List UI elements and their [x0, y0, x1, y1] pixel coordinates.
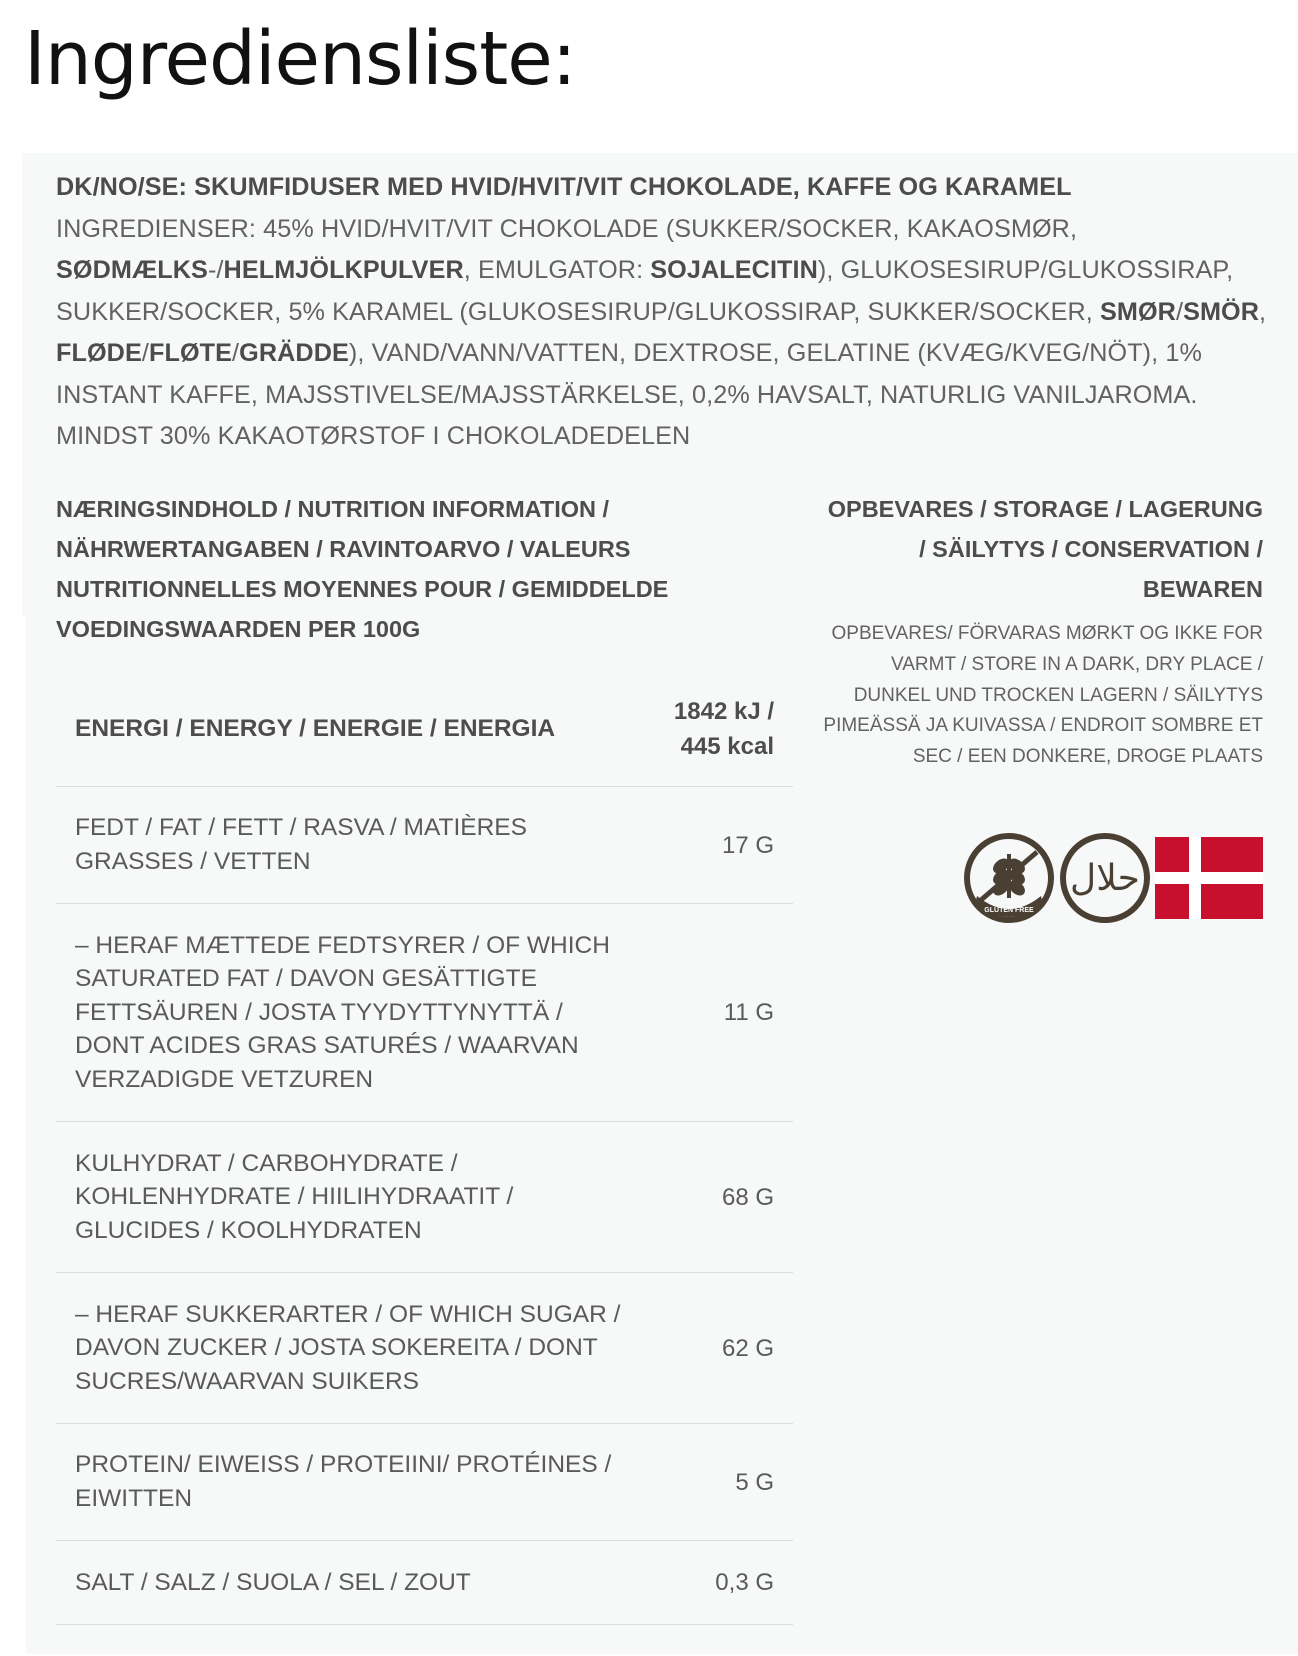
table-row — [56, 1541, 793, 1625]
nutrient-value: 11 G — [723, 999, 774, 1026]
table-row — [56, 787, 793, 904]
halal-icon — [1059, 832, 1151, 924]
nutrient-value: 62 G — [721, 1334, 774, 1362]
storage-title: OPBEVARES / STORAGE / LAGERUNG / SÄILYTYS / CONSERVATION / BEWAREN — [827, 496, 1263, 602]
nutrient-value: 68 G — [721, 1183, 774, 1211]
table-row — [56, 1122, 793, 1273]
denmark-flag-icon — [1155, 837, 1263, 919]
nutrient-label: SALT / SALZ / SUOLA / SEL / ZOUT — [75, 1568, 471, 1596]
certification-badges — [963, 830, 1263, 925]
nutrient-label: ENERGI / ENERGY / ENERGIE / ENERGIA — [75, 714, 556, 742]
nutrient-label: – HERAF SUKKERARTER / OF WHICH SUGAR / DAVON ZUCKER / JOSTA SOKEREITA / DONT SUCRES/WAARVAN SUIKERS — [75, 1300, 621, 1395]
nutrient-value: 1842 kJ / 445 kcal — [673, 697, 774, 760]
nutrient-label: FEDT / FAT / FETT / RASVA / MATIÈRES GRASSES / VETTEN — [75, 814, 527, 875]
nutrition-title: NÆRINGSINDHOLD / NUTRITION INFORMATION / NÄHRWERTANGABEN / RAVINTOARVO / VALEURS NUTRITIONNELLES MOYENNES POUR / GEMIDDELDE VOEDINGSWAARDEN PER 100G — [56, 496, 669, 642]
gluten-free-icon — [963, 832, 1055, 924]
nutrient-value: 5 G — [735, 1468, 774, 1496]
storage-text: OPBEVARES/ FÖRVARAS MØRKT OG IKKE FOR VARMT / STORE IN A DARK, DRY PLACE / DUNKEL UND TROCKEN LAGERN / SÄILYTYS PIMEÄSSÄ JA KUIVASSA / ENDROIT SOMBRE ET SEC / EEN DONKERE, DROGE PLAATS — [823, 623, 1263, 768]
product-info-panel — [22, 153, 1298, 1654]
table-row — [56, 671, 793, 787]
table-row — [56, 904, 793, 1122]
nutrition-table — [56, 671, 793, 1625]
nutrient-label: PROTEIN/ EIWEISS / PROTEIINI/ PROTÉINES / EIWITTEN — [75, 1451, 612, 1512]
nutrient-label: KULHYDRAT / CARBOHYDRATE / KOHLENHYDRATE / HIILIHYDRAATIT / GLUCIDES / KOOLHYDRATEN — [75, 1149, 514, 1244]
nutrient-label: – HERAF MÆTTEDE FEDTSYRER / OF WHICH SATURATED FAT / DAVON GESÄTTIGTE FETTSÄUREN / JOSTA TYYDYTTYNYTTÄ / DONT ACIDES GRAS SATURÉS / WAARVAN VERZADIGDE VETZUREN — [75, 931, 610, 1093]
table-row — [56, 1273, 793, 1424]
table-row — [56, 1424, 793, 1541]
page-heading: Ingrediensliste: — [24, 16, 576, 102]
svg-text:حلال: حلال — [1070, 857, 1140, 899]
ingredients-title: DK/NO/SE: SKUMFIDUSER MED HVID/HVIT/VIT CHOKOLADE, KAFFE OG KARAMEL — [56, 173, 1072, 201]
nutrient-value: 17 G — [721, 831, 774, 859]
nutrient-value: 0,3 G — [715, 1569, 774, 1596]
ingredients-text: DK/NO/SE: SKUMFIDUSER MED HVID/HVIT/VIT CHOKOLADE, KAFFE OG KARAMEL INGREDIENSER: 45% HVID/HVIT/VIT CHOKOLADE (SUKKER/SOCKER, KAKAOSMØR, SØDMÆLKS-/HELMJÖLKPULVER, EMULGATOR: SOJALECITIN), GLUKOSESIRUP/GLUKOSSIRAP, SUKKER/SOCKER, 5% KARAMEL (GLUKOSESIRUP/GLUKOSSIRAP, SUKKER/SOCKER, SMØR/SMÖR, FLØDE/FLØTE/GRÄDDE), VAND/VANN/VATTEN, DEXTROSE, GELATINE (KVÆG/KVEG/NÖT), 1% INSTANT KAFFE, MAJSSTIVELSE/MAJSSTÄRKELSE, 0,2% HAVSALT, NATURLIG VANILJAROMA. MINDST 30% KAKAOTØRSTOF I CHOKOLADEDELEN — [56, 167, 1288, 458]
svg-text:GLUTEN FREE: GLUTEN FREE — [984, 906, 1034, 914]
